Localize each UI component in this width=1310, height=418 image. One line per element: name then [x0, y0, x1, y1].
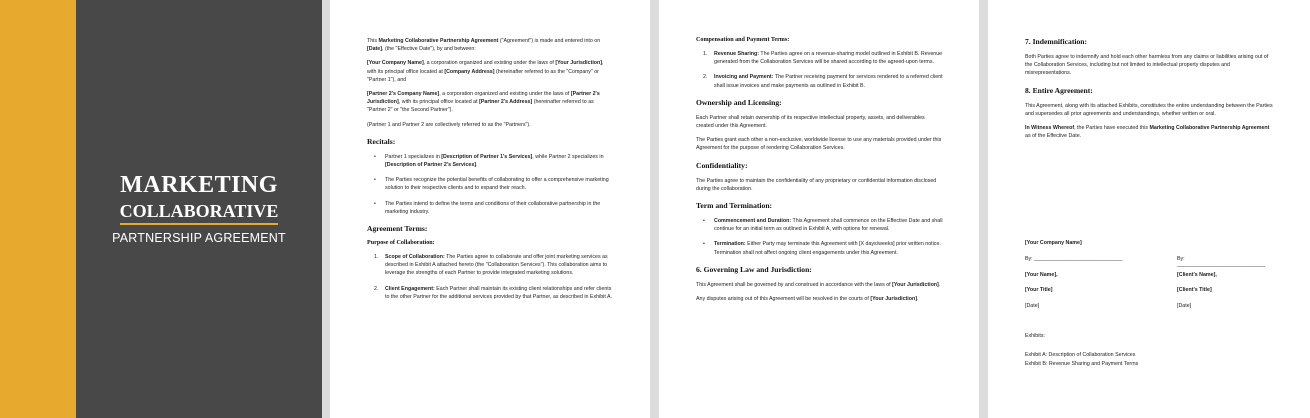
ownership-paragraph-2: The Parties grant each other a non-exclusive, worldwide license to use any materials provided under this Agreement for the purpose of rendering Collaboration Services.	[696, 137, 942, 152]
list-item: • Termination: Either Party may terminate this Agreement with [X days/weeks] prior written notice. Termination shall not affect ongoing client engagements under this Agreement.	[703, 241, 941, 256]
party1-paragraph: [Your Company Name], a corporation organized and existing under the laws of [Your Jurisdiction], with its principal office located at [Company Address] (hereinafter referred to as the "Company" or "Partner 1"), and	[367, 60, 604, 83]
signature-block	[1025, 240, 1274, 320]
exhibits-label: Exhibits:	[1025, 333, 1046, 340]
list-item: 1. Scope of Collaboration: The Parties agree to collaborate and offer joint marketing services as described in Exhibit A attached hereto (the "Collaboration Services"). This collaboration aims to leverage the strengths of each Partner to provide integrated marketing solutions.	[374, 254, 608, 277]
purpose-heading: Purpose of Collaboration:	[367, 240, 435, 247]
witness-paragraph: In Witness Whereof, the Parties have executed this Marketing Collaborative Partnership Agreement as of the Effective Date.	[1025, 125, 1270, 140]
list-item: 1. Revenue Sharing: The Parties agree on a revenue-sharing model outlined in Exhibit B. Revenue generated from the Collaboration Services will be shared according to the agreed-upon terms.	[703, 51, 943, 66]
signer-name-right: [Client's Name],	[1177, 272, 1217, 279]
collective-paragraph: (Partner 1 and Partner 2 are collectively referred to as the "Partners").	[367, 121, 531, 128]
cover-page	[0, 0, 322, 418]
governing-law-paragraph-1: This Agreement shall be governed by and construed in accordance with the laws of [Your Jurisdiction].	[696, 281, 941, 288]
list-item: • Partner 1 specializes in [Description of Partner 1's Services], while Partner 2 specializes in [Description of Partner 2's Services].	[374, 153, 604, 169]
party2-paragraph: [Partner 2's Company Name], a corporation organized and existing under the laws of [Partner 2's Jurisdiction], with its principal office located at [Partner 2's Address] (hereinafter referred to as "Partner 2" or "the Second Partner").	[367, 91, 600, 114]
confidentiality-paragraph: The Parties agree to maintain the confidentiality of any proprietary or confidential information disclosed during the collaboration.	[696, 177, 937, 192]
exhibit-b: Exhibit B: Revenue Sharing and Payment Terms	[1025, 361, 1139, 368]
list-item: 2. Invoicing and Payment: The Partner receiving payment for services rendered to a referred client shall issue invoices and make payments as outlined in Exhibit B.	[703, 74, 943, 89]
page-2	[659, 0, 979, 418]
ownership-heading: Ownership and Licensing:	[696, 97, 782, 107]
exhibits-block	[1025, 332, 1274, 369]
signature-company-name: [Your Company Name]	[1025, 240, 1082, 247]
signer-title-right: [Client's Title]	[1177, 287, 1212, 294]
page-3	[988, 0, 1310, 418]
cover-title-line2: COLLABORATIVE	[120, 201, 279, 225]
cover-title-line1: MARKETING	[120, 172, 278, 198]
list-item: • The Parties intend to define the terms and conditions of their collaborative partnership in the marketing industry.	[374, 200, 601, 215]
governing-law-paragraph-2: Any disputes arising out of this Agreement will be resolved in the courts of [Your Jurisdiction].	[696, 296, 919, 303]
exhibit-a: Exhibit A: Description of Collaboration Services	[1025, 352, 1136, 359]
signature-line-right: By: ______________________________	[1177, 256, 1266, 269]
entire-agreement-paragraph: This Agreement, along with its attached Exhibits, constitutes the entire understanding between the Parties and supersedes all prior agreements and understandings, whether written or oral.	[1025, 102, 1273, 117]
page-1	[330, 0, 650, 418]
compensation-heading: Compensation and Payment Terms:	[696, 37, 790, 43]
agreement-terms-heading: Agreement Terms:	[367, 224, 428, 234]
list-item: • The Parties recognize the potential benefits of collaborating to offer a comprehensive marketing solution to their respective clients and to expand their reach.	[374, 177, 609, 192]
term-list	[696, 217, 943, 257]
signer-title-left: [Your Title]	[1025, 287, 1053, 294]
list-item: 2. Client Engagement: Each Partner shall maintain its existing client relationships and refer clients to the other Partner for the additional services provided by that Partner, as described in Exhibit A.	[374, 285, 613, 300]
governing-law-heading: 6. Governing Law and Jurisdiction:	[696, 264, 812, 274]
term-heading: Term and Termination:	[696, 201, 773, 211]
ownership-paragraph-1: Each Partner shall retain ownership of its respective intellectual property, assets, and deliverables created under this Agreement.	[696, 114, 925, 130]
intro-paragraph: This Marketing Collaborative Partnership Agreement ("Agreement") is made and entered into on [Date], (the "Effective Date"), by and between:	[367, 38, 601, 53]
entire-agreement-heading: 8. Entire Agreement:	[1025, 85, 1093, 95]
recitals-heading: Recitals:	[367, 136, 396, 146]
purpose-list	[367, 253, 614, 301]
compensation-list	[696, 50, 943, 90]
cover-title-block	[76, 172, 322, 245]
signature-line-left: By: ______________________________	[1025, 256, 1123, 263]
signature-date-left: [Date]	[1025, 303, 1040, 310]
signature-date-right: [Date]	[1177, 303, 1192, 310]
signer-name-left: [Your Name],	[1025, 272, 1058, 279]
cover-accent-stripe	[0, 0, 76, 418]
cover-title-line3: PARTNERSHIP AGREEMENT	[112, 231, 286, 245]
confidentiality-heading: Confidentiality:	[696, 160, 748, 170]
list-item: • Commencement and Duration: This Agreement shall commence on the Effective Date and shall continue for an initial term as outlined in Exhibit A, with options for renewal.	[703, 218, 943, 233]
indemnification-heading: 7. Indemnification:	[1025, 37, 1088, 46]
recitals-list	[367, 153, 614, 216]
indemnification-paragraph: Both Parties agree to indemnify and hold each other harmless from any claims or liabilities arising out of the Collaboration Services, including but not limited to intellectual property disputes and misrepresentations.	[1025, 54, 1269, 77]
